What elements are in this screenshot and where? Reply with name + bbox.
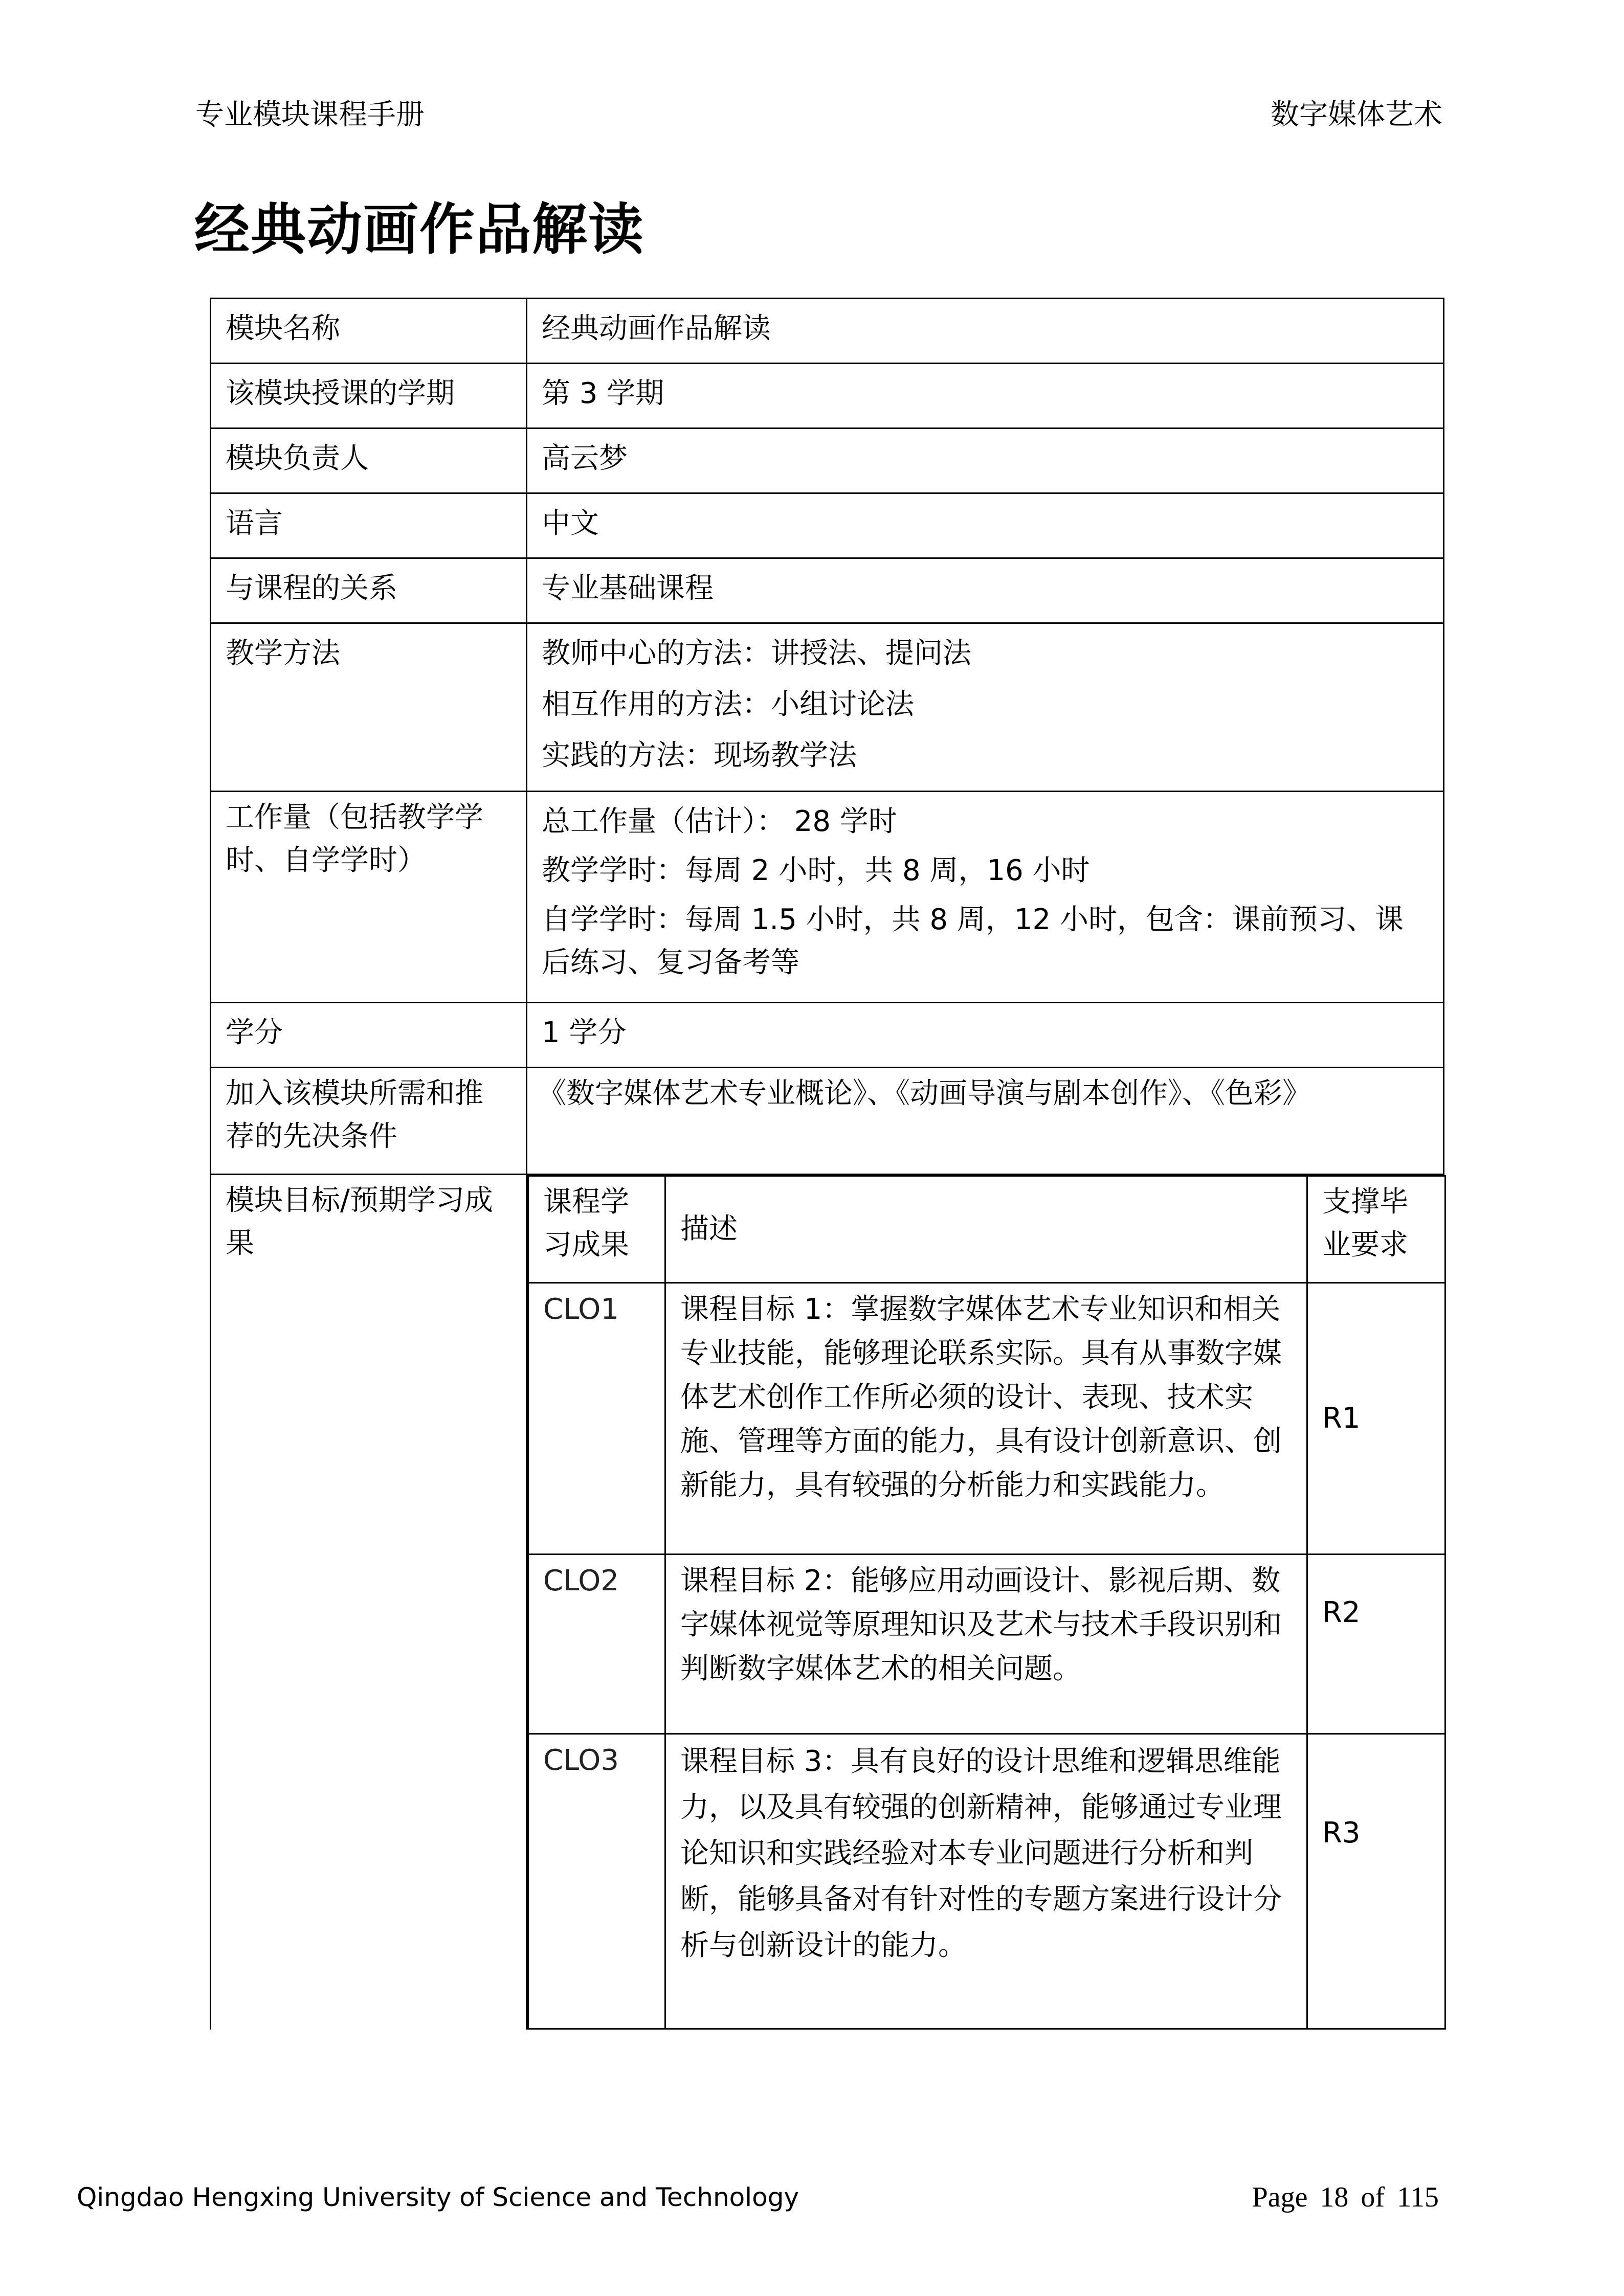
workload-line: 自学学时：每周 1.5 小时，共 8 周，12 小时，包含：课前预习、课后练习、复习备考等 (542, 903, 1404, 979)
row-label: 模块名称 (211, 299, 527, 364)
clo-description: 课程目标 3：具有良好的设计思维和逻辑思维能力，以及具有较强的创新精神，能够通过专业理论知识和实践经验对本专业问题进行分析和判断，能够具备对有针对性的专题方案进行设计分析与创新设计的能力。 (665, 1734, 1307, 2029)
row-value (527, 623, 1444, 792)
objectives-cell (527, 1175, 1444, 2030)
row-label: 该模块授课的学期 (211, 364, 527, 429)
row-value: 《数字媒体艺术专业概论》、《动画导演与剧本创作》、《色彩》 (527, 1068, 1444, 1175)
row-value: 1 学分 (527, 1003, 1444, 1068)
objectives-header-row (528, 1176, 1445, 1283)
row-label: 模块目标/预期学习成果 (211, 1175, 527, 2030)
clo-id: CLO2 (528, 1555, 665, 1734)
clo-id: CLO3 (528, 1734, 665, 2029)
workload-line: 教学学时：每周 2 小时，共 8 周，16 小时 (542, 854, 1090, 887)
footer-page-number: Page 18 of 115 (1252, 2181, 1439, 2213)
header-clo: 课程学习成果 (528, 1176, 665, 1283)
row-value: 高云梦 (527, 429, 1444, 493)
table-row-teaching-methods (211, 623, 1444, 792)
header-major-name: 数字媒体艺术 (1271, 98, 1442, 131)
table-row-credits (211, 1003, 1444, 1068)
clo-requirement: R2 (1307, 1555, 1445, 1734)
row-value: 专业基础课程 (527, 558, 1444, 623)
row-value: 经典动画作品解读 (527, 299, 1444, 364)
header-description: 描述 (665, 1176, 1307, 1283)
table-row-language (211, 493, 1444, 558)
clo-description: 课程目标 1：掌握数字媒体艺术专业知识和相关专业技能，能够理论联系实际。具有从事数字媒体艺术创作工作所必须的设计、表现、技术实施、管理等方面的能力，具有设计创新意识、创新能力，具有较强的分析能力和实践能力。 (665, 1283, 1307, 1555)
table-row-prerequisites (211, 1068, 1444, 1175)
row-label: 模块负责人 (211, 429, 527, 493)
header-manual-title: 专业模块课程手册 (195, 98, 425, 131)
row-label: 教学方法 (211, 623, 527, 792)
clo-id: CLO1 (528, 1283, 665, 1555)
teaching-method-line: 实践的方法：现场教学法 (542, 739, 857, 772)
objectives-table (527, 1175, 1446, 2030)
footer-university-name: Qingdao Hengxing University of Science and Technology (77, 2182, 799, 2212)
teaching-method-line: 相互作用的方法：小组讨论法 (542, 688, 914, 721)
clo-requirement: R3 (1307, 1734, 1445, 2029)
objective-row (528, 1283, 1445, 1555)
page-title: 经典动画作品解读 (194, 198, 645, 262)
table-row-semester (211, 364, 1444, 429)
table-row-module-name (211, 299, 1444, 364)
objective-row (528, 1555, 1445, 1734)
row-label: 加入该模块所需和推荐的先决条件 (211, 1068, 527, 1175)
row-value: 中文 (527, 493, 1444, 558)
clo-description: 课程目标 2：能够应用动画设计、影视后期、数字媒体视觉等原理知识及艺术与技术手段识别和判断数字媒体艺术的相关问题。 (665, 1555, 1307, 1734)
row-label: 语言 (211, 493, 527, 558)
header-requirement: 支撑毕业要求 (1307, 1176, 1445, 1283)
row-label: 与课程的关系 (211, 558, 527, 623)
workload-line: 总工作量（估计）： 28 学时 (542, 805, 897, 838)
table-row-workload (211, 792, 1444, 1003)
table-row-course-relation (211, 558, 1444, 623)
table-row-module-owner (211, 429, 1444, 493)
clo-requirement: R1 (1307, 1283, 1445, 1555)
module-info-table (210, 298, 1444, 2030)
teaching-method-line: 教师中心的方法：讲授法、提问法 (542, 637, 971, 670)
table-row-objectives (211, 1175, 1444, 2030)
row-value: 第 3 学期 (527, 364, 1444, 429)
objective-row (528, 1734, 1445, 2029)
row-label: 工作量（包括教学学时、自学学时） (211, 792, 527, 1003)
row-label: 学分 (211, 1003, 527, 1068)
row-value (527, 792, 1444, 1003)
